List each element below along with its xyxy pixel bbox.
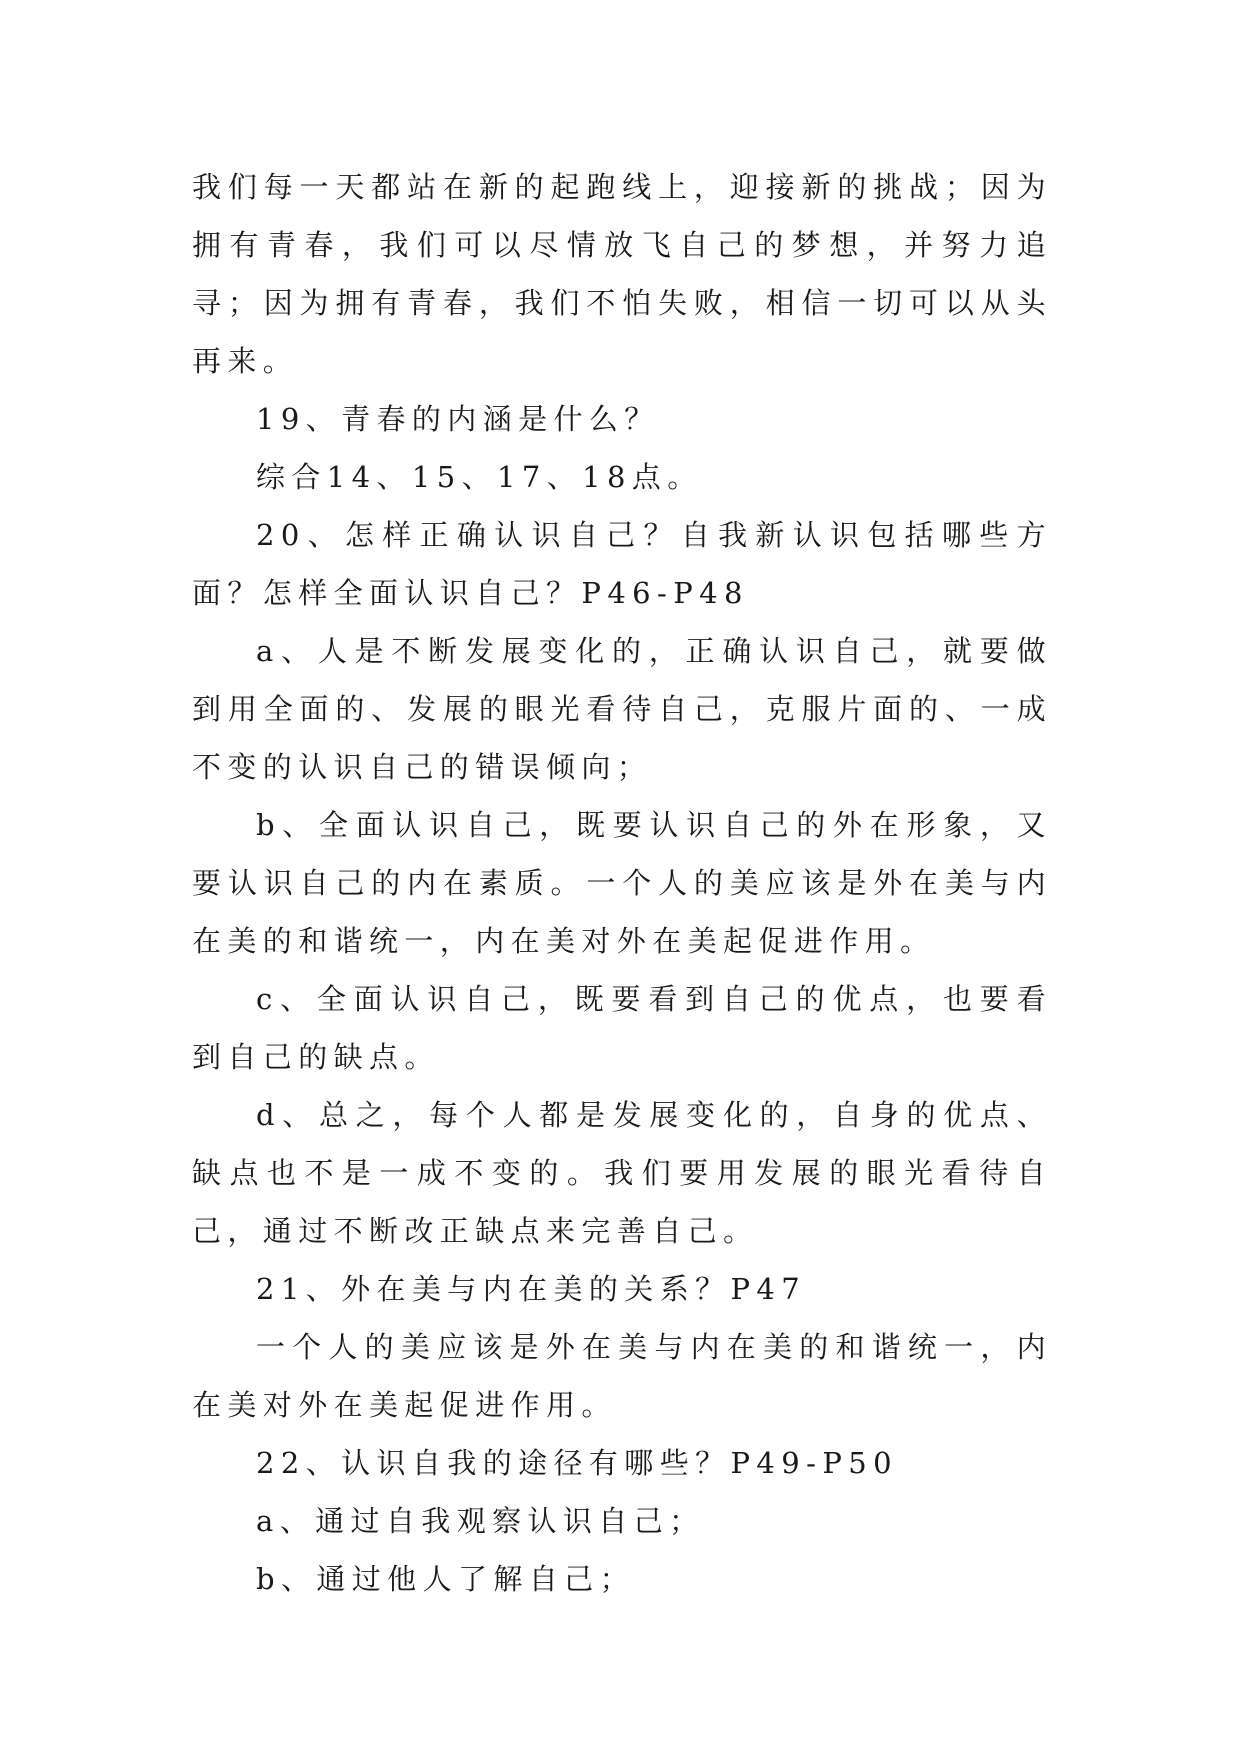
answer-22-a: a、通过自我观察认识自己； [256, 1504, 705, 1538]
answer-19: 综合14、15、17、18点。 [256, 460, 703, 494]
document-body [192, 158, 1052, 1608]
question-22: 22、认识自我的途径有哪些？P49-P50 [256, 1446, 898, 1480]
answer-20-b: b、全面认识自己，既要认识自己的外在形象，又要认识自己的内在素质。一个人的美应该是外在美与内在美的和谐统一，内在美对外在美起促进作用。 [192, 808, 1052, 958]
question-20: 20、怎样正确认识自己？自我新认识包括哪些方面？怎样全面认识自己？P46-P48 [192, 518, 1052, 610]
answer-21: 一个人的美应该是外在美与内在美的和谐统一，内在美对外在美起促进作用。 [192, 1330, 1052, 1422]
answer-20-c: c、全面认识自己，既要看到自己的优点，也要看到自己的缺点。 [192, 982, 1052, 1074]
paragraph-intro: 我们每一天都站在新的起跑线上，迎接新的挑战；因为拥有青春，我们可以尽情放飞自己的梦想，并努力追寻；因为拥有青春，我们不怕失败，相信一切可以从头再来。 [192, 170, 1052, 378]
question-19: 19、青春的内涵是什么？ [256, 402, 660, 436]
answer-20-d: d、总之，每个人都是发展变化的，自身的优点、缺点也不是一成不变的。我们要用发展的眼光看待自己，通过不断改正缺点来完善自己。 [192, 1098, 1052, 1248]
answer-22-b: b、通过他人了解自己； [256, 1562, 635, 1596]
answer-20-a: a、人是不断发展变化的，正确认识自己，就要做到用全面的、发展的眼光看待自己，克服片面的、一成不变的认识自己的错误倾向； [192, 634, 1052, 784]
question-21: 21、外在美与内在美的关系？P47 [256, 1272, 807, 1306]
